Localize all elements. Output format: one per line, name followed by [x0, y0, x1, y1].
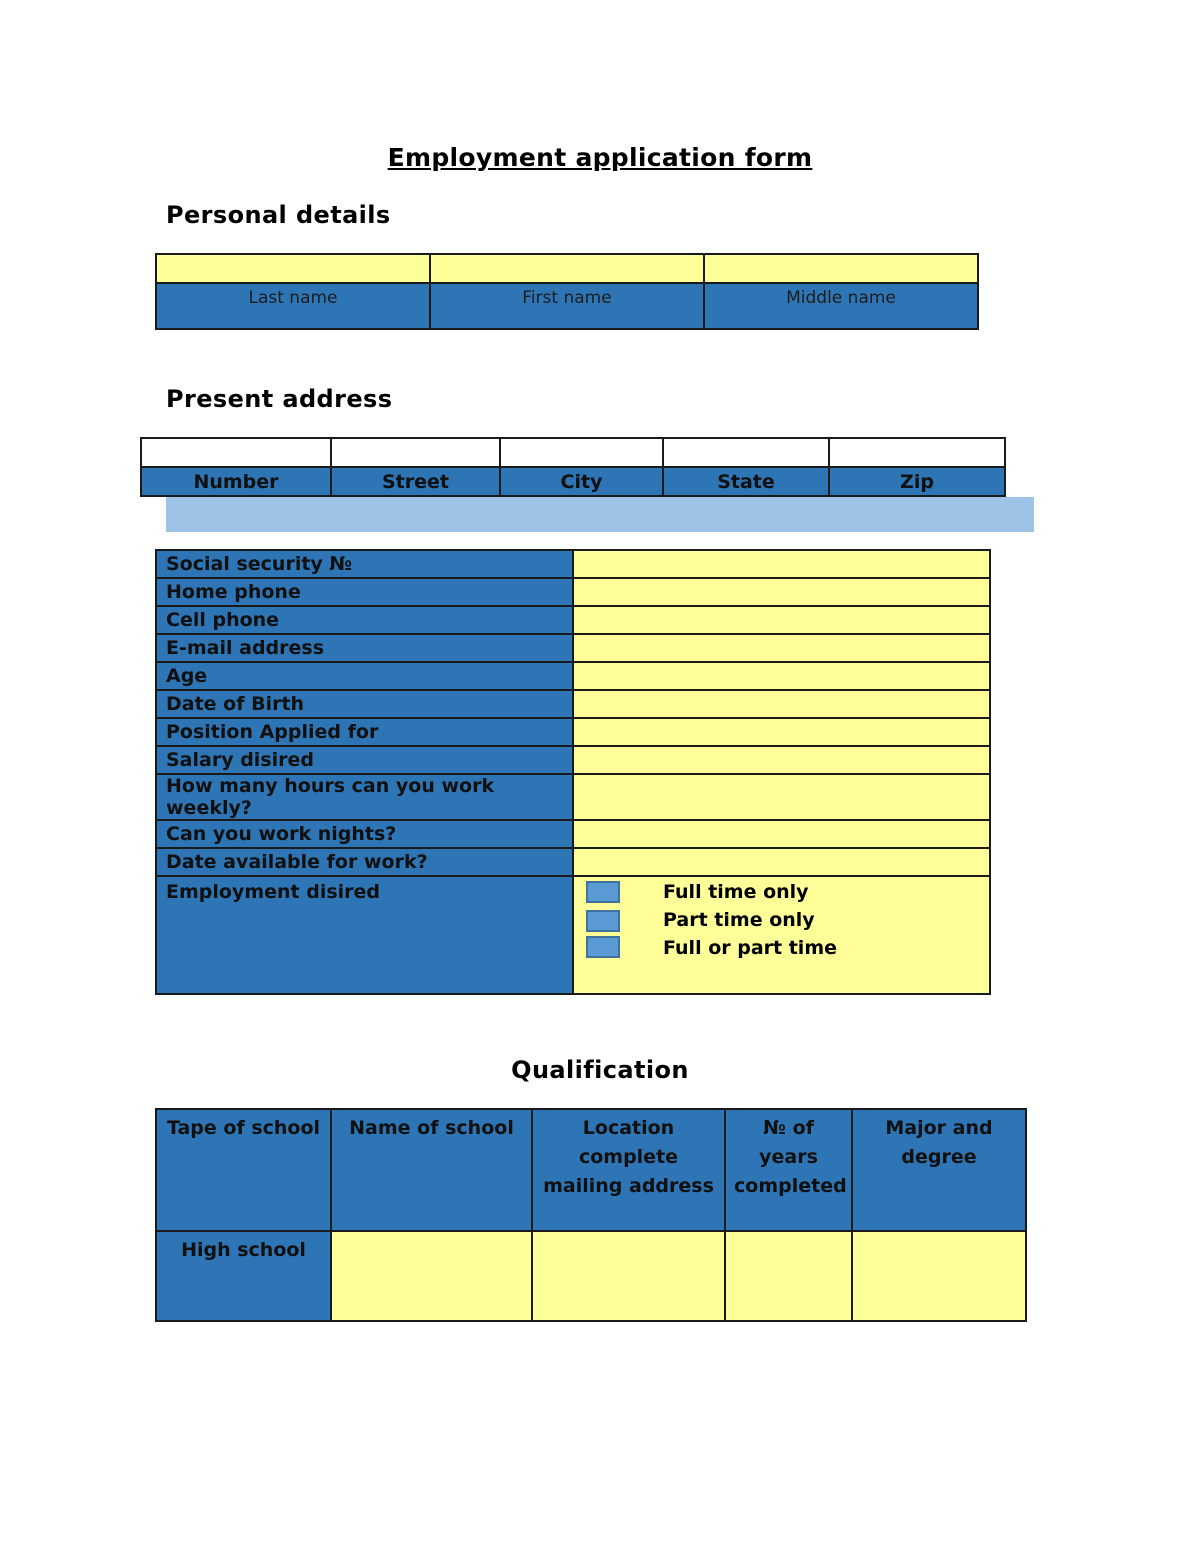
info-field-label: How many hours can you work weekly?	[156, 774, 573, 820]
zip-caption: Zip	[829, 467, 1005, 496]
first-name-caption: First name	[430, 283, 704, 329]
full-time-checkbox[interactable]	[586, 881, 620, 903]
qualification-table	[155, 1108, 1027, 1322]
info-field-input[interactable]	[573, 634, 990, 662]
info-field-label: Social security №	[156, 550, 573, 578]
full-or-part-time-option: Full or part time	[663, 937, 838, 959]
qualification-heading: Qualification	[511, 1056, 689, 1084]
info-field-input[interactable]	[573, 662, 990, 690]
info-field-input[interactable]	[573, 718, 990, 746]
last-name-caption: Last name	[156, 283, 430, 329]
info-field-input[interactable]	[573, 746, 990, 774]
location-header: Location complete mailing address	[532, 1109, 725, 1231]
full-or-part-time-checkbox[interactable]	[586, 936, 620, 958]
info-field-input[interactable]	[573, 820, 990, 848]
personal-details-table	[155, 253, 979, 330]
info-field-label: Can you work nights?	[156, 820, 573, 848]
info-field-label: Cell phone	[156, 606, 573, 634]
page-title: Employment application form	[387, 143, 813, 172]
zip-input[interactable]	[829, 438, 1005, 467]
high-school-label: High school	[156, 1231, 331, 1321]
years-completed-input[interactable]	[725, 1231, 852, 1321]
school-location-input[interactable]	[532, 1231, 725, 1321]
info-field-label: Age	[156, 662, 573, 690]
info-field-label: Position Applied for	[156, 718, 573, 746]
city-input[interactable]	[500, 438, 663, 467]
full-time-option: Full time only	[663, 881, 809, 903]
info-field-label: Date of Birth	[156, 690, 573, 718]
employment-desired-label: Employment disired	[156, 876, 573, 994]
part-time-checkbox[interactable]	[586, 910, 620, 932]
applicant-info-table	[155, 549, 991, 995]
number-input[interactable]	[141, 438, 331, 467]
info-field-input[interactable]	[573, 848, 990, 876]
name-of-school-header: Name of school	[331, 1109, 532, 1231]
employment-options	[573, 876, 990, 994]
decorative-band	[166, 497, 1034, 532]
state-input[interactable]	[663, 438, 829, 467]
last-name-input[interactable]	[156, 254, 430, 283]
info-field-input[interactable]	[573, 578, 990, 606]
school-name-input[interactable]	[331, 1231, 532, 1321]
city-caption: City	[500, 467, 663, 496]
info-field-label: Home phone	[156, 578, 573, 606]
street-input[interactable]	[331, 438, 500, 467]
present-address-heading: Present address	[166, 385, 393, 413]
street-caption: Street	[331, 467, 500, 496]
part-time-option: Part time only	[663, 909, 815, 931]
major-degree-input[interactable]	[852, 1231, 1026, 1321]
info-field-input[interactable]	[573, 606, 990, 634]
middle-name-caption: Middle name	[704, 283, 978, 329]
major-degree-header: Major and degree	[852, 1109, 1026, 1231]
personal-details-heading: Personal details	[166, 201, 391, 229]
middle-name-input[interactable]	[704, 254, 978, 283]
info-field-input[interactable]	[573, 774, 990, 820]
years-completed-header: № of years completed	[725, 1109, 852, 1231]
info-field-input[interactable]	[573, 690, 990, 718]
address-table	[140, 437, 1006, 497]
type-of-school-header: Tape of school	[156, 1109, 331, 1231]
number-caption: Number	[141, 467, 331, 496]
info-field-label: E-mail address	[156, 634, 573, 662]
first-name-input[interactable]	[430, 254, 704, 283]
info-field-label: Date available for work?	[156, 848, 573, 876]
state-caption: State	[663, 467, 829, 496]
info-field-label: Salary disired	[156, 746, 573, 774]
info-field-input[interactable]	[573, 550, 990, 578]
